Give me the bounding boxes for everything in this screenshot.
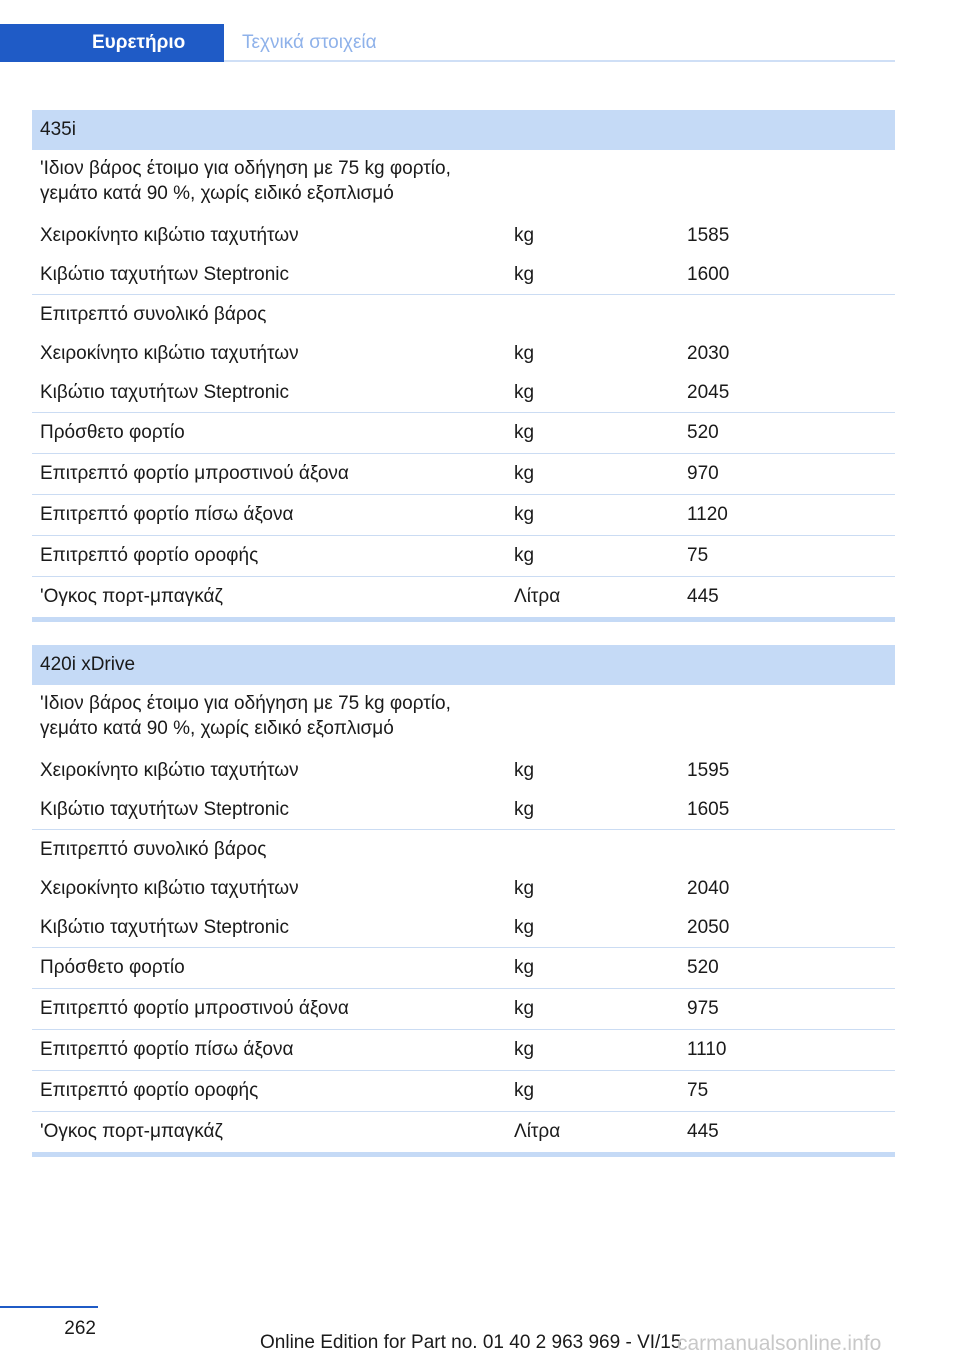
row-value: 1585 [687, 225, 730, 246]
row-unit: kg [514, 1039, 535, 1060]
row-label: Επιτρεπτό συνολικό βάρος [40, 839, 267, 860]
row-value: 970 [687, 463, 719, 484]
table-row [32, 334, 895, 373]
row-unit: kg [514, 463, 535, 484]
table-row [32, 1112, 895, 1152]
row-unit: kg [514, 799, 535, 820]
row-label: 'Ιδιον βάρος έτοιμο για οδήγηση με 75 kg φορτίο, γεμάτο κατά 90 %, χωρίς ειδικό εξοπλισμό [40, 693, 451, 739]
row-label: Κιβώτιο ταχυτήτων Steptronic [40, 917, 290, 938]
row-label: Κιβώτιο ταχυτήτων Steptronic [40, 799, 290, 820]
table-row [32, 685, 895, 751]
row-unit: kg [514, 878, 535, 899]
table-row [32, 908, 895, 948]
table-row [32, 255, 895, 295]
row-unit: Λίτρα [514, 586, 561, 607]
table-row [32, 751, 895, 790]
row-value: 2050 [687, 917, 730, 938]
row-label: Χειροκίνητο κιβώτιο ταχυτήτων [40, 760, 299, 781]
table-row [32, 536, 895, 577]
row-value: 520 [687, 422, 719, 443]
table-row [32, 216, 895, 255]
row-label: Κιβώτιο ταχυτήτων Steptronic [40, 382, 290, 403]
row-label: Επιτρεπτό συνολικό βάρος [40, 304, 267, 325]
row-label: 'Ιδιον βάρος έτοιμο για οδήγηση με 75 kg φορτίο, γεμάτο κατά 90 %, χωρίς ειδικό εξοπλισμό [40, 158, 451, 204]
row-value: 75 [687, 545, 709, 566]
row-unit: kg [514, 422, 535, 443]
top-navigation [0, 24, 895, 62]
row-value: 2045 [687, 382, 730, 403]
table-row [32, 869, 895, 908]
table-row [32, 150, 895, 216]
row-label: Κιβώτιο ταχυτήτων Steptronic [40, 264, 290, 285]
row-label: Χειροκίνητο κιβώτιο ταχυτήτων [40, 878, 299, 899]
row-label: Επιτρεπτό φορτίο πίσω άξονα [40, 1039, 294, 1060]
spec-table-420i-xdrive [32, 645, 895, 1157]
row-label: Χειροκίνητο κιβώτιο ταχυτήτων [40, 225, 299, 246]
row-label: Πρόσθετο φορτίο [40, 957, 185, 978]
row-value: 1120 [687, 504, 728, 525]
row-value: 1605 [687, 799, 730, 820]
table-row [32, 373, 895, 413]
row-label: Επιτρεπτό φορτίο μπροστινού άξονα [40, 998, 349, 1019]
table-row [32, 989, 895, 1030]
row-value: 445 [687, 586, 719, 607]
row-label: 'Ογκος πορτ-μπαγκάζ [40, 1121, 223, 1142]
table-row [32, 577, 895, 617]
row-label: Επιτρεπτό φορτίο πίσω άξονα [40, 504, 294, 525]
row-label: Χειροκίνητο κιβώτιο ταχυτήτων [40, 343, 299, 364]
row-unit: kg [514, 264, 535, 285]
table-row [32, 1030, 895, 1071]
row-label: Επιτρεπτό φορτίο μπροστινού άξονα [40, 463, 349, 484]
row-value: 1110 [687, 1039, 727, 1060]
row-unit: kg [514, 1080, 535, 1101]
spec-table-435i [32, 110, 895, 622]
row-value: 520 [687, 957, 719, 978]
row-value: 2030 [687, 343, 730, 364]
page-number: 262 [64, 1318, 96, 1339]
watermark: carmanualsonline.info [677, 1332, 882, 1355]
row-value: 975 [687, 998, 719, 1019]
tab-technical-data[interactable]: Τεχνικά στοιχεία [242, 32, 377, 53]
row-value: 1600 [687, 264, 730, 285]
table-bottom-rule [32, 1152, 895, 1157]
tab-index[interactable]: Ευρετήριο [0, 24, 224, 62]
table-row [32, 413, 895, 454]
table-row [32, 948, 895, 989]
row-label: Επιτρεπτό φορτίο οροφής [40, 1080, 259, 1101]
table-row [32, 830, 895, 869]
row-value: 445 [687, 1121, 719, 1142]
page-number-block [0, 1306, 98, 1340]
row-unit: kg [514, 917, 535, 938]
table-title: 420i xDrive [32, 645, 895, 685]
row-unit: kg [514, 760, 535, 781]
table-row [32, 295, 895, 334]
row-label: Πρόσθετο φορτίο [40, 422, 185, 443]
row-value: 1595 [687, 760, 730, 781]
row-unit: kg [514, 343, 535, 364]
row-value: 75 [687, 1080, 709, 1101]
table-row [32, 1071, 895, 1112]
table-bottom-rule [32, 617, 895, 622]
row-label: Επιτρεπτό φορτίο οροφής [40, 545, 259, 566]
edition-footer: Online Edition for Part no. 01 40 2 963 969 - VI/15 [260, 1332, 682, 1353]
row-unit: kg [514, 225, 535, 246]
table-row [32, 495, 895, 536]
row-label: 'Ογκος πορτ-μπαγκάζ [40, 586, 223, 607]
row-unit: Λίτρα [514, 1121, 561, 1142]
row-unit: kg [514, 504, 535, 525]
table-row [32, 790, 895, 830]
row-unit: kg [514, 998, 535, 1019]
table-title: 435i [32, 110, 895, 150]
row-unit: kg [514, 957, 535, 978]
row-unit: kg [514, 382, 535, 403]
row-value: 2040 [687, 878, 730, 899]
table-row [32, 454, 895, 495]
row-unit: kg [514, 545, 535, 566]
header-underline [224, 60, 895, 62]
